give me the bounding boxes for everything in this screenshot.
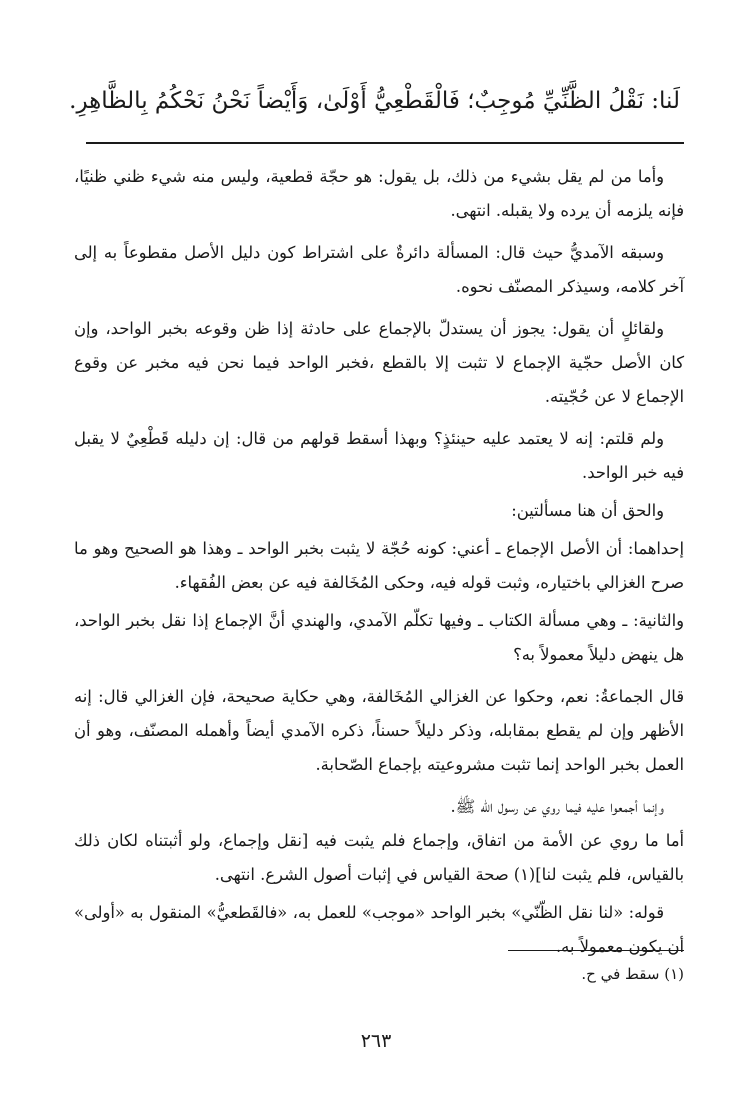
commentary-body xyxy=(74,160,684,964)
paragraph: ولقائلٍ أن يقول: يجوز أن يستدلّ بالإجماع على حادثة إذا ظن وقوعه بخبر الواحد، وإن كان الأصل حجّية الإجماع لا تثبت إلا بالقطع ،فخبر الواحد فيما نحن فيه مخبر عن وقوع الإجماع لا عن حُجّيته. xyxy=(74,319,684,406)
paragraph: أما ما روي عن الأمة من اتفاق، وإجماع فلم يثبت فيه [نقل وإجماع، ولو أثبتناه لكان ذلك بالقياس، فلم يثبت لنا](١) صحة القياس في إثبات أصول الشرع. انتهى. xyxy=(74,831,684,884)
paragraph: ولم قلتم: إنه لا يعتمد عليه حينئذٍ؟ وبهذا أسقط قولهم من قال: إن دليله قَطْعِيٌ لا يقبل فيه خبر الواحد. xyxy=(74,429,684,482)
paragraph: والحق أن هنا مسألتين: xyxy=(511,501,664,520)
paragraph: إحداهما: أن الأصل الإجماع ـ أعني: كونه حُجّة لا يثبت بخبر الواحد ـ وهذا هو الصحيح وهو ما صرح الغزالي باختياره، وثبت قوله فيه، وحكى المُخَالفة فيه عن بعض الفُقهاء. xyxy=(74,539,684,592)
paragraph: وسبقه الآمديُّ حيث قال: المسألة دائرةٌ على اشتراط كون دليل الأصل مقطوعاً به إلى آخر كلامه، وسيذكر المصنّف نحوه. xyxy=(74,243,684,296)
paragraph: وإنما أجمعوا عليه فيما روي عن رسول الله ﷺ. xyxy=(450,797,664,816)
footnote-divider xyxy=(508,950,684,951)
page-number: ٢٦٣ xyxy=(360,1030,392,1052)
paragraph: قوله: «لنا نقل الظّنّي» بخبر الواحد «موجب» للعمل به، «فالقَطعيُّ» المنقول به «أولى» أن يكون معمولاً به. xyxy=(74,903,684,956)
footnote: (١) سقط في ح. xyxy=(581,965,684,983)
header-divider xyxy=(86,142,684,144)
paragraph: قال الجماعةُ: نعم، وحكوا عن الغزالي المُخَالفة، وهي حكاية صحيحة، فإن الغزالي قال: إنه الأظهر وإن لم يقطع بمقابله، وذكر دليلاً حسناً، ذكره الآمدي أيضاً وأهمله المصنّف، وهو أن العمل بخبر الواحد إنما تثبت مشروعيته بإجماع الصّحابة. xyxy=(74,687,684,774)
paragraph: والثانية: ـ وهي مسألة الكتاب ـ وفيها تكلّم الآمدي، والهندي أنَّ الإجماع إذا نقل بخبر الواحد، هل ينهض دليلاً معمولاً به؟ xyxy=(74,611,684,664)
paragraph: وأما من لم يقل بشيء من ذلك، بل يقول: هو حجّة قطعية، وليس منه شيء ظني ظنيًا، فإنه يلزمه أن يرده ولا يقبله. انتهى. xyxy=(74,167,684,220)
matn-line: لَنا: نَقْلُ الظَّنِّيِّ مُوجِبٌ؛ فَالْقَطْعِيُّ أَوْلَىٰ، وَأَيْضاً نَحْنُ نَحْكُمُ بِالظَّاهِرِ. xyxy=(69,88,680,114)
